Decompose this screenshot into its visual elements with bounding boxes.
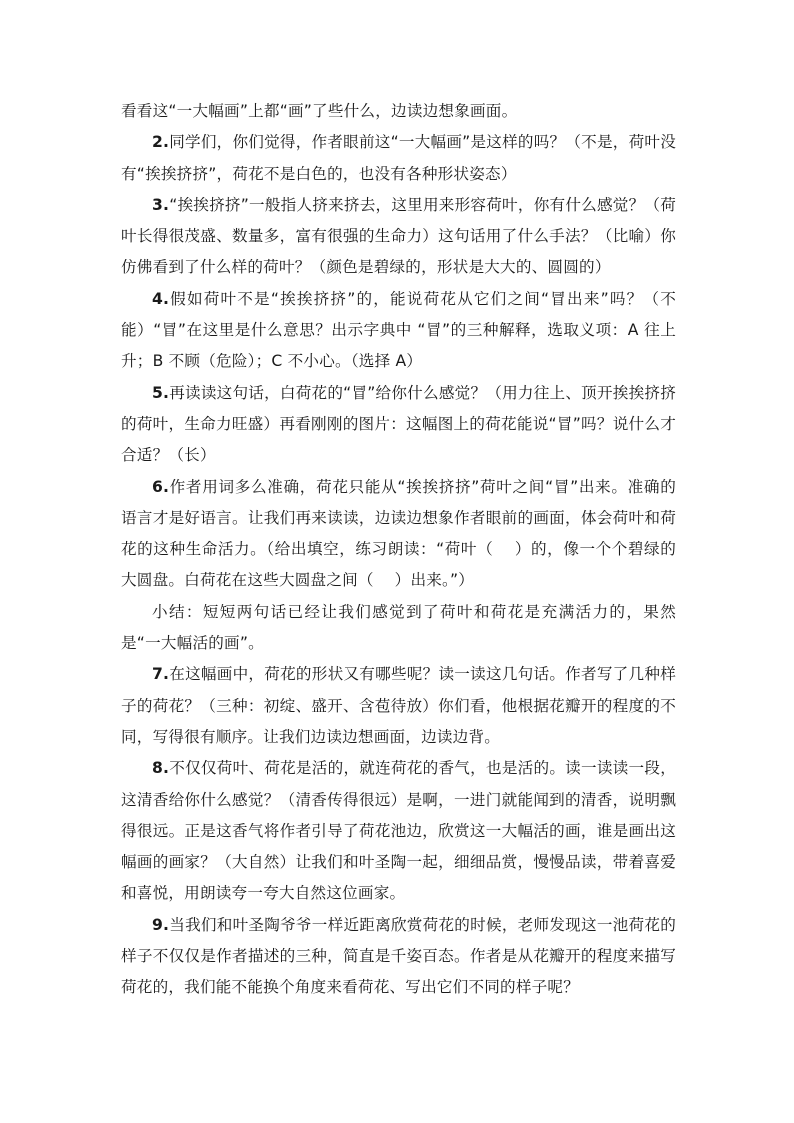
item-number: 3. bbox=[152, 195, 170, 214]
paragraph-intro bbox=[121, 96, 676, 127]
item-number: 7. bbox=[152, 665, 170, 684]
paragraph-text: 看看这“一大幅画”上都“画”了些什么，边读边想象画面。 bbox=[121, 102, 518, 120]
paragraph-item-8 bbox=[121, 753, 676, 909]
item-number: 2. bbox=[152, 133, 170, 152]
paragraph-item-2 bbox=[121, 127, 676, 190]
paragraph-item-9 bbox=[121, 910, 676, 1004]
paragraph-item-7 bbox=[121, 659, 676, 753]
paragraph-item-4 bbox=[121, 284, 676, 378]
paragraph-text: 小结：短短两句话已经让我们感觉到了荷叶和荷花是充满活力的，果然是“一大幅活的画”。 bbox=[121, 602, 676, 653]
item-number: 8. bbox=[152, 759, 170, 778]
paragraph-text: 作者用词多么准确，荷花只能从“挨挨挤挤”荷叶之间“冒”出来。准确的语言才是好语言。让我们再来读读，边读边想象作者眼前的画面，体会荷叶和荷花的这种生命活力。（给出填空，练习朗读：“荷叶（ ）的，像一个个碧绿的大圆盘。白荷花在这些大圆盘之间（ ）出来。”） bbox=[121, 477, 676, 590]
item-number: 6. bbox=[152, 477, 170, 496]
document-page bbox=[121, 96, 676, 1004]
paragraph-item-5 bbox=[121, 378, 676, 472]
paragraph-item-6 bbox=[121, 472, 676, 597]
paragraph-text: 再读读这句话，白荷花的“冒”给你什么感觉？（用力往上、顶开挨挨挤挤的荷叶，生命力旺盛）再看刚刚的图片：这幅图上的荷花能说“冒”吗？说什么才合适？（长） bbox=[121, 383, 676, 465]
paragraph-item-3 bbox=[121, 190, 676, 284]
paragraph-text: 假如荷叶不是“挨挨挤挤”的，能说荷花从它们之间“冒出来”吗？（不能）“冒”在这里是什么意思？出示字典中 “冒”的三种解释，选取义项：A 往上升；B 不顾（危险）；C 不小心。（选择 A） bbox=[121, 289, 676, 371]
paragraph-text: 在这幅画中，荷花的形状又有哪些呢？读一读这几句话。作者写了几种样子的荷花？（三种：初绽、盛开、含苞待放）你们看，他根据花瓣开的程度的不同，写得很有顺序。让我们边读边想画面，边读边背。 bbox=[121, 665, 676, 746]
paragraph-summary bbox=[121, 597, 676, 660]
item-number: 4. bbox=[152, 289, 170, 308]
paragraph-text: “挨挨挤挤”一般指人挤来挤去，这里用来形容荷叶，你有什么感觉？（荷叶长得很茂盛、数量多，富有很强的生命力）这句话用了什么手法？（比喻）你仿佛看到了什么样的荷叶？（颜色是碧绿的，形状是大大的、圆圆的） bbox=[121, 195, 676, 277]
paragraph-text: 不仅仅荷叶、荷花是活的，就连荷花的香气，也是活的。读一读读一段，这清香给你什么感觉？（清香传得很远）是啊，一进门就能闻到的清香，说明飘得很远。正是这香气将作者引导了荷花池边，欣赏这一大幅活的画，谁是画出这幅画的画家？（大自然）让我们和叶圣陶一起，细细品赏，慢慢品读，带着喜爱和喜悦，用朗读夸一夸大自然这位画家。 bbox=[121, 759, 676, 903]
item-number: 9. bbox=[152, 915, 170, 934]
item-number: 5. bbox=[152, 383, 170, 402]
paragraph-text: 当我们和叶圣陶爷爷一样近距离欣赏荷花的时候，老师发现这一池荷花的样子不仅仅是作者描述的三种，简直是千姿百态。作者是从花瓣开的程度来描写荷花的，我们能不能换个角度来看荷花、写出它们不同的样子呢？ bbox=[121, 915, 676, 997]
paragraph-text: 同学们，你们觉得，作者眼前这“一大幅画”是这样的吗？（不是，荷叶没有“挨挨挤挤”，荷花不是白色的，也没有各种形状姿态） bbox=[121, 133, 676, 183]
